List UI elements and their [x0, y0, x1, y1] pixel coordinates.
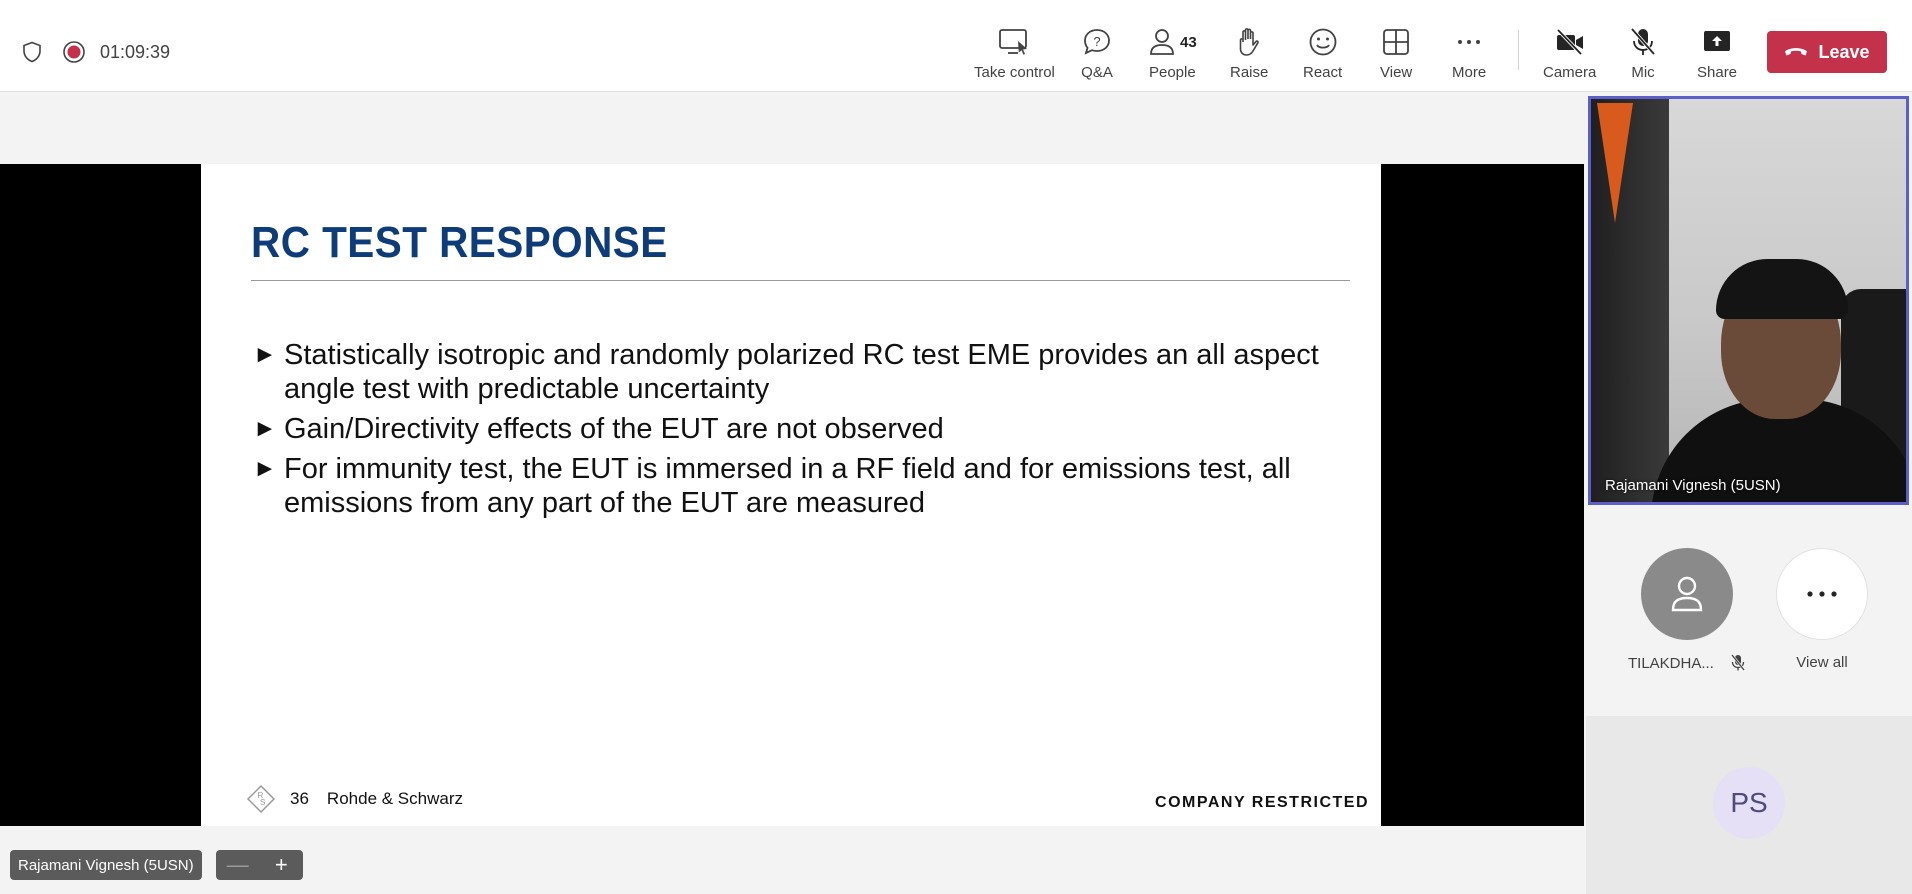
- camera-button[interactable]: [1543, 26, 1596, 81]
- participant-video-tile[interactable]: [1588, 96, 1909, 505]
- participant-name: TILAKDHA...: [1628, 654, 1714, 672]
- more-dots-icon: [1805, 589, 1839, 599]
- slide-company-name: Rohde & Schwarz: [326, 789, 463, 808]
- take-control-icon: [998, 27, 1030, 57]
- more-label: More: [1452, 64, 1487, 81]
- toolbar-divider: [1518, 30, 1519, 70]
- qa-icon: [1081, 27, 1113, 57]
- slide-bullet: [251, 452, 1351, 520]
- slide-footer: [246, 784, 463, 814]
- camera-off-icon: [1554, 27, 1586, 57]
- react-button[interactable]: [1303, 26, 1342, 81]
- share-label: Share: [1697, 64, 1738, 81]
- zoom-in-button[interactable]: +: [274, 852, 288, 877]
- slide-bullets: [251, 338, 1351, 526]
- bullet-text: For immunity test, the EUT is immersed in a RF field and for emissions test, all emissions from any part of the EUT are measured: [284, 453, 1291, 519]
- view-button[interactable]: [1380, 26, 1412, 81]
- svg-text:R: R: [257, 791, 264, 800]
- shield-icon: [20, 40, 44, 64]
- slide-title-rule: [251, 280, 1350, 281]
- qa-button[interactable]: [1081, 26, 1113, 81]
- mic-label: Mic: [1631, 64, 1655, 81]
- raise-label: Raise: [1230, 64, 1269, 81]
- react-label: React: [1303, 64, 1343, 81]
- share-icon: [1701, 27, 1733, 57]
- slide-classification: COMPANY RESTRICTED: [1155, 794, 1369, 811]
- slide-title: RC TEST RESPONSE: [251, 218, 668, 267]
- leave-button[interactable]: [1767, 31, 1887, 73]
- people-label: People: [1148, 64, 1196, 81]
- slide-bullet: [251, 338, 1351, 406]
- more-button[interactable]: [1452, 26, 1486, 81]
- slide-bullet: [251, 412, 1351, 446]
- zoom-out-button[interactable]: —: [226, 852, 249, 877]
- camera-label: Camera: [1543, 64, 1597, 81]
- recording-icon: [62, 40, 86, 64]
- mic-off-icon: [1628, 26, 1658, 58]
- slide-page-number: 36: [290, 789, 309, 808]
- leave-label: Leave: [1818, 41, 1870, 62]
- presenter-name-tag: Rajamani Vignesh (5USN): [10, 850, 202, 880]
- raise-hand-button[interactable]: [1230, 26, 1268, 81]
- meeting-timer: 01:09:39: [100, 41, 171, 62]
- bullet-text: Statistically isotropic and randomly polarized RC test EME provides an all aspect angle test with predictable uncertainty: [284, 339, 1319, 405]
- view-all-label: View all: [1796, 654, 1848, 671]
- avatar-initials: PS: [1713, 767, 1785, 839]
- people-count: 43: [1180, 33, 1197, 51]
- take-control-label: Take control: [974, 64, 1055, 81]
- meeting-toolbar: [0, 0, 1912, 92]
- svg-text:S: S: [260, 798, 266, 807]
- people-button[interactable]: [1148, 26, 1197, 81]
- zoom-controls: [216, 850, 303, 880]
- svg-text:?: ?: [1093, 34, 1101, 49]
- bullet-text: Gain/Directivity effects of the EUT are not observed: [284, 413, 944, 445]
- people-icon: [1148, 27, 1176, 57]
- video-participant-name: Rajamani Vignesh (5USN): [1605, 477, 1781, 494]
- participant-tile-tilakdha[interactable]: [1628, 548, 1746, 672]
- qa-label: Q&A: [1081, 64, 1113, 81]
- rohde-schwarz-logo-icon: [246, 784, 276, 814]
- participant-tile-ps[interactable]: [1586, 716, 1912, 894]
- view-all-circle: [1776, 548, 1868, 640]
- phone-hangup-icon: [1784, 45, 1808, 59]
- person-icon: [1665, 572, 1709, 616]
- bullet-arrow-icon: ►: [253, 341, 277, 368]
- share-button[interactable]: [1697, 26, 1737, 81]
- mic-muted-icon: [1730, 654, 1746, 672]
- more-dots-icon: [1454, 27, 1484, 57]
- raise-hand-icon: [1234, 26, 1264, 58]
- avatar: [1641, 548, 1733, 640]
- view-all-button[interactable]: [1776, 548, 1868, 671]
- take-control-button[interactable]: [974, 26, 1055, 81]
- bullet-arrow-icon: ►: [253, 455, 277, 482]
- video-pennant: [1597, 103, 1633, 223]
- react-smile-icon: [1308, 27, 1338, 57]
- view-label: View: [1380, 64, 1413, 81]
- mic-button[interactable]: [1628, 26, 1658, 81]
- meeting-info: [20, 0, 170, 104]
- bullet-arrow-icon: ►: [253, 415, 277, 442]
- view-grid-icon: [1381, 27, 1411, 57]
- shared-screen-stage: [0, 164, 1584, 826]
- presentation-slide: [201, 164, 1381, 826]
